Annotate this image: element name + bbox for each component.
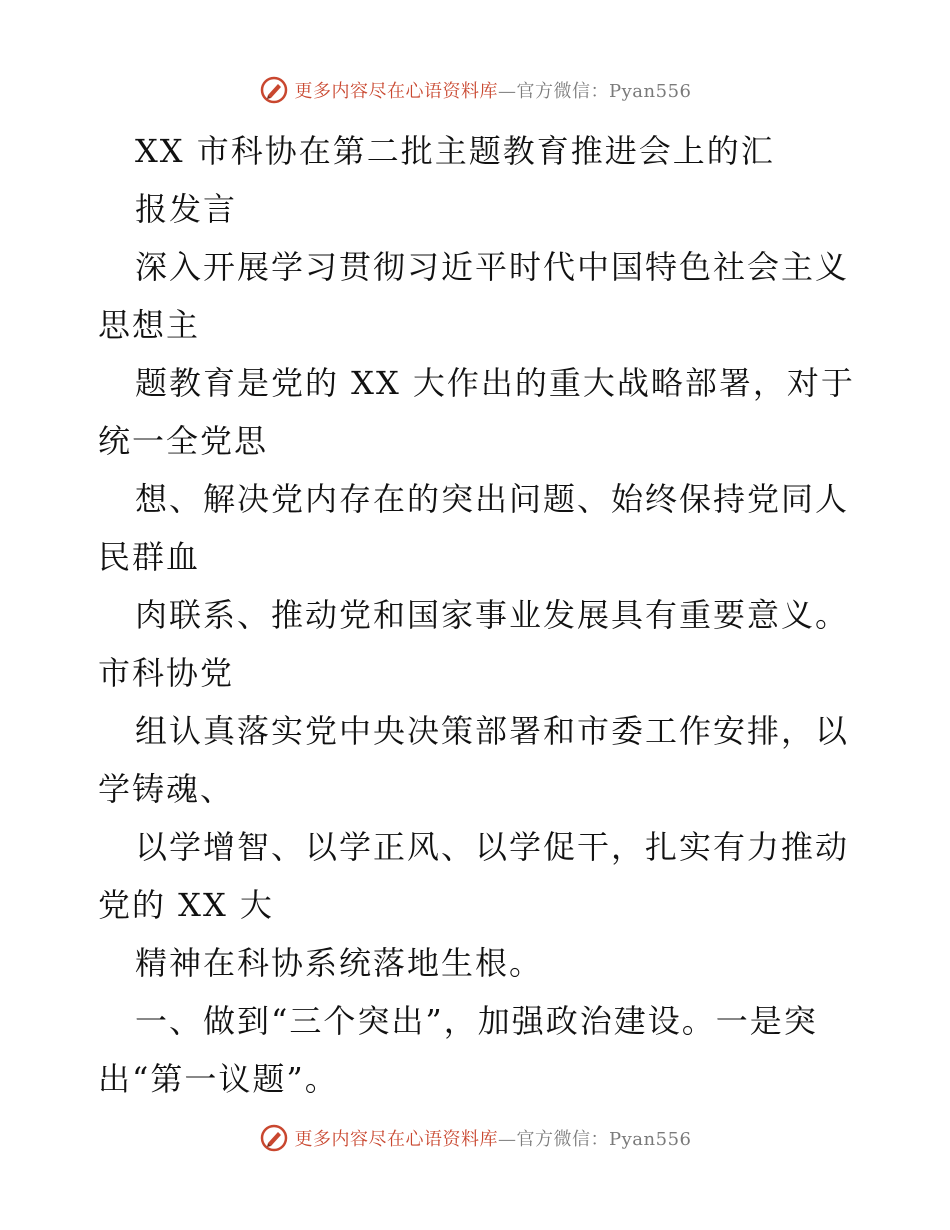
paragraph-line: 党的 XX 大 — [98, 886, 274, 924]
paragraph-line: 民群血 — [98, 538, 201, 576]
paragraph-line: 市科协党 — [98, 654, 235, 692]
paragraph-line: 肉联系、推动党和国家事业发展具有重要意义。 — [135, 596, 850, 634]
document-body — [98, 122, 858, 1108]
pen-logo-icon — [259, 1123, 289, 1153]
doc-title-line-2: 报发言 — [135, 190, 238, 228]
watermark-contact-text: 官方微信：Pyan556 — [516, 81, 692, 102]
paragraph-line: 题教育是党的 XX 大作出的重大战略部署，对于 — [135, 364, 855, 402]
doc-title-line-1: XX 市科协在第二批主题教育推进会上的汇 — [135, 132, 775, 170]
watermark-site-text: 更多内容尽在心语资料库 — [294, 1129, 499, 1150]
watermark-separator: — — [498, 81, 517, 102]
footer-watermark — [0, 1118, 950, 1158]
section-heading-line: 一、做到“三个突出”，加强政治建设。一是突 — [135, 1002, 818, 1040]
paragraph-line: 组认真落实党中央决策部署和市委工作安排，以 — [135, 712, 850, 750]
paragraph-line: 深入开展学习贯彻习近平时代中国特色社会主义 — [135, 248, 850, 286]
paragraph-line: 精神在科协系统落地生根。 — [135, 944, 544, 982]
watermark-separator: — — [498, 1129, 517, 1150]
watermark-contact-text: 官方微信：Pyan556 — [516, 1129, 692, 1150]
header-watermark — [0, 70, 950, 110]
paragraph-line: 想、解决党内存在的突出问题、始终保持党同人 — [135, 480, 850, 518]
watermark-site-text: 更多内容尽在心语资料库 — [294, 81, 499, 102]
paragraph-line: 思想主 — [98, 306, 201, 344]
paragraph-line: 以学增智、以学正风、以学促干，扎实有力推动 — [135, 828, 850, 866]
section-heading-line: 出“第一议题”。 — [98, 1060, 339, 1098]
paragraph-line: 学铸魂、 — [98, 770, 235, 808]
paragraph-line: 统一全党思 — [98, 422, 269, 460]
pen-logo-icon — [259, 75, 289, 105]
